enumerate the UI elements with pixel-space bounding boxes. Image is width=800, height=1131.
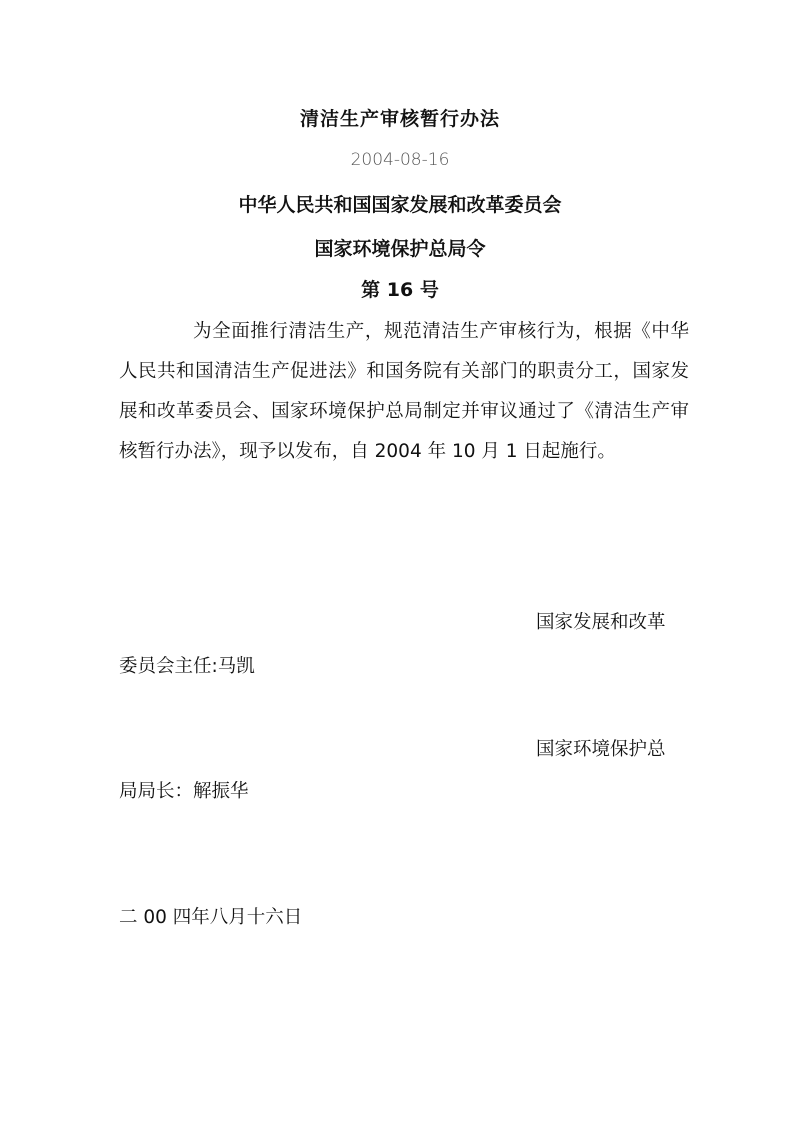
- order-number: 第 16 号: [361, 279, 439, 301]
- order-name: 国家环境保护总局令: [314, 238, 486, 260]
- body-paragraph: 为全面推行清洁生产，规范清洁生产审核行为，根据《中华人民共和国清洁生产促进法》和国务院有关部门的职责分工，国家发展和改革委员会、国家环境保护总局制定并审议通过了《清洁生产审核暂行办法》，现予以发布，自 2004 年 10 月 1 日起施行。: [119, 321, 689, 462]
- signature-org-line-2: 国家环境保护总: [536, 739, 666, 760]
- document-title: 清洁生产审核暂行办法: [299, 108, 500, 130]
- signature-role-line-2: 局局长：解振华: [119, 781, 249, 802]
- signature-org-line-1: 国家发展和改革: [536, 612, 666, 633]
- closing-date: 二 00 四年八月十六日: [119, 907, 303, 928]
- issuing-authority: 中华人民共和国国家发展和改革委员会: [238, 194, 562, 216]
- publish-date: 2004-08-16: [350, 150, 450, 170]
- signature-role-line-1: 委员会主任:马凯: [119, 656, 255, 677]
